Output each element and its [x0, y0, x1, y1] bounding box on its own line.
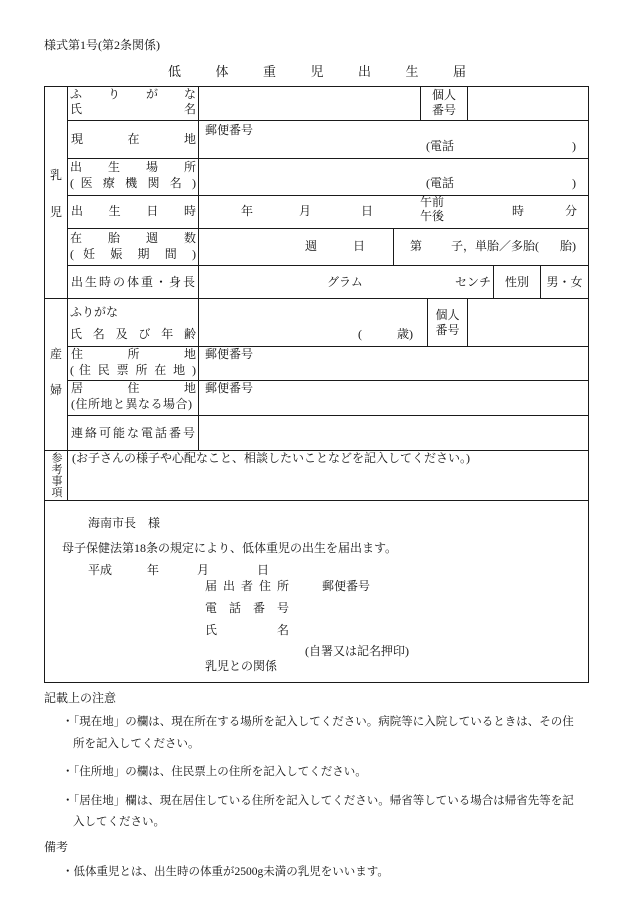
mother-furigana-label: ふりがな: [70, 305, 119, 319]
mother-name-label-cell: [67, 298, 199, 347]
mother-my-number-field: [467, 298, 589, 347]
birth-order-suffix: 子，単胎／多胎(: [451, 239, 539, 253]
infant-my-number-label-1: 個人: [431, 88, 456, 102]
form-number: 様式第1号(第2条関係): [44, 38, 160, 52]
mother-section-label-cell: [44, 298, 68, 451]
note-item-3-line-2: 入してください。: [73, 816, 165, 828]
infant-name-field: [198, 86, 421, 121]
current-location-label: 現 在 地: [71, 132, 196, 146]
infant-name-label-cell: [67, 86, 199, 121]
infant-my-number-field: [467, 86, 589, 121]
mother-residence-sublabel: (住所地と異なる場合): [71, 397, 193, 411]
mother-section-char-2: 婦: [49, 383, 62, 397]
remarks-field: [67, 450, 589, 501]
declaration-day-unit: 日: [257, 563, 270, 577]
mother-my-number-label-cell: [427, 298, 468, 347]
mother-my-number-label-2: 番号: [435, 323, 460, 337]
declaration-month-unit: 月: [197, 563, 210, 577]
sex-options: 男・女: [546, 275, 583, 289]
biko-heading: 備考: [44, 840, 69, 854]
mother-name-field: [198, 298, 428, 347]
mother-address-postal-label: 郵便番号: [205, 347, 254, 361]
birth-order-field: [393, 228, 589, 266]
birth-am-label: 午前: [420, 195, 445, 209]
birthplace-phone-close: ): [572, 176, 576, 190]
birthplace-label: 出 生 場 所: [70, 160, 196, 174]
mother-address-field: [198, 346, 589, 381]
declaration-statement: 母子保健法第18条の規定により、低体重児の出生を届出ます。: [62, 541, 398, 555]
declaration-era: 平成: [88, 563, 113, 577]
mother-phone-label-cell: [67, 415, 199, 451]
mother-name-age-label: 氏 名 及 び 年 齢: [70, 327, 196, 341]
sex-label: 性別: [504, 275, 529, 289]
height-unit: センチ: [455, 275, 492, 289]
current-location-field: [198, 120, 589, 159]
birthplace-label-cell: [67, 158, 199, 196]
multiple-count-suffix: 胎): [560, 239, 576, 253]
note-item-1-line-2: 所を記入してください。: [73, 738, 200, 750]
mother-phone-field: [198, 415, 589, 451]
birth-hour-unit: 時: [512, 204, 525, 218]
gestation-label-cell: [67, 228, 199, 266]
birth-year-unit: 年: [241, 204, 254, 218]
notifier-phone-label: 電 話 番 号: [205, 601, 289, 615]
infant-my-number-label-cell: [420, 86, 468, 121]
infant-name-label: 氏 名: [70, 102, 196, 116]
signature-note: (自署又は記名押印): [305, 644, 409, 658]
biko-item-1: ・低体重児とは、出生時の体重が2500g未満の乳児をいいます。: [62, 866, 389, 878]
sex-field: [540, 265, 589, 299]
note-item-2-line-1: ・「住所地」の欄は、住民票上の住所を記入してください。: [62, 766, 367, 778]
mother-age-close: 歳): [397, 327, 413, 341]
mother-address-sublabel: ( 住 民 票 所 在 地 ): [70, 363, 196, 377]
notifier-postal-label: 郵便番号: [322, 579, 371, 593]
form-title: 低 体 重 児 出 生 届: [168, 64, 466, 79]
measurements-field: [198, 265, 494, 299]
infant-furigana-label: ふ り が な: [70, 87, 196, 101]
mother-address-label: 住 所 地: [71, 347, 196, 361]
gestation-label: 在 胎 週 数: [70, 231, 196, 245]
current-location-label-cell: [67, 120, 199, 159]
gestation-weeks-field: [198, 228, 394, 266]
mother-age-open: (: [358, 327, 362, 341]
mother-address-label-cell: [67, 346, 199, 381]
mother-residence-postal-label: 郵便番号: [205, 381, 254, 395]
note-item-1-line-1: ・「現在地」の欄は、現在所在する場所を記入してください。病院等に入院しているときは、その住: [62, 716, 574, 728]
mother-residence-label: 居 住 地: [71, 381, 196, 395]
mother-section-char-1: 産: [49, 347, 62, 361]
infant-section-char-2: 児: [49, 205, 62, 219]
birth-datetime-label-cell: [67, 195, 199, 229]
declaration-block: [44, 500, 589, 683]
birthplace-field: [198, 158, 589, 196]
infant-my-number-label-2: 番号: [431, 103, 456, 117]
remarks-instruction: (お子さんの様子や心配なこと、相談したいことなどを記入してください。): [72, 451, 470, 465]
infant-section-char-1: 乳: [49, 168, 62, 182]
measurements-label: 出生時の体重・身長: [71, 275, 198, 289]
notes-heading: 記載上の注意: [44, 691, 117, 705]
remarks-section-label: 参考事項: [50, 452, 62, 498]
gestation-sublabel: ( 妊 娠 期 間 ): [70, 247, 196, 261]
declaration-year-unit: 年: [147, 563, 160, 577]
current-location-postal-label: 郵便番号: [205, 123, 254, 137]
measurements-label-cell: [67, 265, 199, 299]
mother-residence-label-cell: [67, 380, 199, 416]
mother-residence-field: [198, 380, 589, 416]
birth-day-unit: 日: [361, 204, 374, 218]
gestation-weeks-unit: 週: [305, 239, 318, 253]
mother-my-number-label-1: 個人: [435, 308, 460, 322]
current-location-phone-close: ): [572, 139, 576, 153]
birth-datetime-field: [198, 195, 589, 229]
gestation-days-unit: 日: [353, 239, 366, 253]
declaration-addressee: 海南市長 様: [88, 516, 161, 530]
birth-order-prefix: 第: [410, 239, 423, 253]
infant-section-label-cell: [44, 86, 68, 299]
birth-datetime-label: 出 生 日 時: [71, 204, 196, 218]
birth-pm-label: 午後: [420, 209, 445, 223]
remarks-section-label-cell: [44, 450, 68, 501]
sex-label-cell: [493, 265, 541, 299]
weight-unit: グラム: [327, 275, 363, 289]
birthplace-sublabel: ( 医 療 機 関 名 ): [70, 176, 196, 190]
note-item-3-line-1: ・「居住地」欄は、現在居住している住所を記入してください。帰省等している場合は帰省先等を記: [62, 795, 574, 807]
relationship-label: 乳児との関係: [205, 659, 278, 673]
mother-phone-label: 連絡可能な電話番号: [71, 426, 198, 440]
notifier-name-label: 氏 名: [205, 623, 289, 637]
current-location-phone-open: (電話: [426, 139, 454, 153]
notifier-address-label: 届 出 者 住 所: [205, 579, 289, 593]
birthplace-phone-open: (電話: [426, 176, 454, 190]
birth-minute-unit: 分: [565, 204, 578, 218]
birth-month-unit: 月: [299, 204, 312, 218]
